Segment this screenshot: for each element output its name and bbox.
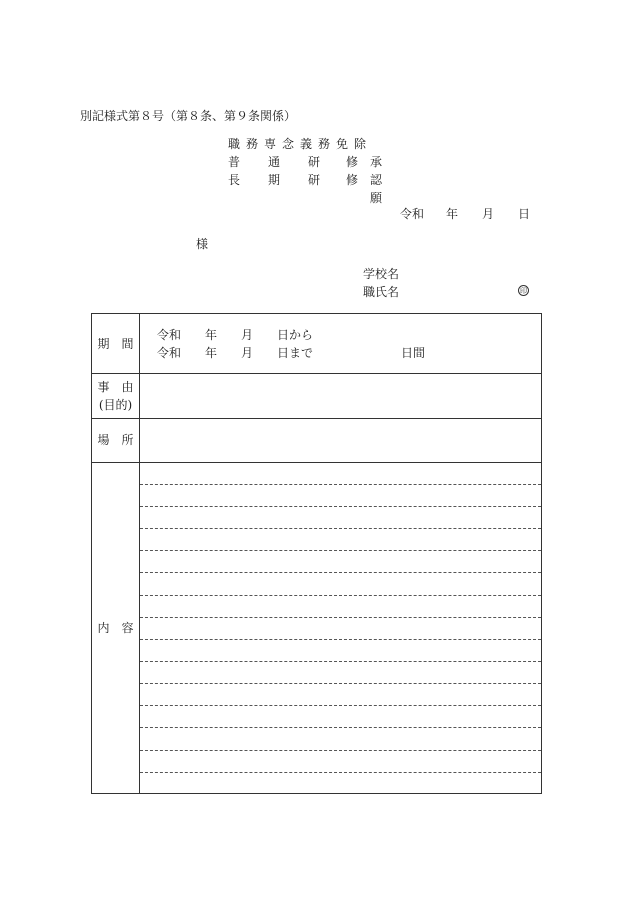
content-ruled-line — [140, 705, 541, 706]
content-ruled-line — [140, 617, 541, 618]
period-from-month: 月 — [241, 328, 254, 342]
content-ruled-line — [140, 639, 541, 640]
content-ruled-line — [140, 661, 541, 662]
content-ruled-line — [140, 683, 541, 684]
position-name-label: 職氏名 — [363, 285, 400, 299]
seal-mark-icon: 印 — [520, 287, 527, 295]
title-char: 期 — [268, 173, 281, 187]
row-divider — [92, 373, 541, 374]
title-char: 務 — [318, 137, 331, 151]
title-char: 義 — [300, 137, 313, 151]
period-to-line — [157, 345, 437, 361]
content-ruled-line — [140, 506, 541, 507]
period-from-day: 日から — [277, 328, 314, 342]
period-to-year: 年 — [205, 346, 218, 360]
period-days-label: 日間 — [401, 346, 426, 360]
content-ruled-line — [140, 595, 541, 596]
column-divider — [139, 314, 140, 793]
period-label: 期 間 — [97, 337, 134, 351]
form-table — [91, 313, 542, 794]
title-suffix: 承認願 — [370, 155, 383, 205]
date-line — [400, 206, 530, 222]
school-name-label: 学校名 — [363, 267, 400, 281]
title-char: 普 — [228, 155, 241, 169]
title-char: 修 — [346, 155, 359, 169]
content-ruled-line — [140, 727, 541, 728]
content-ruled-line — [140, 528, 541, 529]
content-ruled-line — [140, 772, 541, 773]
date-year-unit: 年 — [446, 207, 459, 221]
period-from-line — [157, 327, 437, 343]
period-from-era: 令和 — [157, 328, 182, 342]
title-char: 研 — [308, 155, 321, 169]
period-to-month: 月 — [241, 346, 254, 360]
title-char: 長 — [228, 173, 241, 187]
title-char: 免 — [336, 137, 349, 151]
title-char: 職 — [228, 137, 241, 151]
title-char: 通 — [268, 155, 281, 169]
date-day-unit: 日 — [518, 207, 531, 221]
row-divider — [92, 418, 541, 419]
reason-sublabel: (目的) — [98, 398, 133, 412]
period-from-year: 年 — [205, 328, 218, 342]
addressee-suffix: 様 — [196, 237, 209, 251]
content-ruled-line — [140, 550, 541, 551]
form-number: 別記様式第８号（第８条、第９条関係） — [80, 109, 297, 123]
date-month-unit: 月 — [482, 207, 495, 221]
row-divider — [92, 462, 541, 463]
title-char: 研 — [308, 173, 321, 187]
title-char: 除 — [354, 137, 367, 151]
reason-label: 事 由 — [97, 380, 134, 394]
period-to-era: 令和 — [157, 346, 182, 360]
place-label: 場 所 — [97, 433, 134, 447]
content-ruled-line — [140, 572, 541, 573]
title-char: 専 — [264, 137, 277, 151]
title-char: 務 — [246, 137, 259, 151]
content-ruled-line — [140, 750, 541, 751]
period-to-day: 日まで — [277, 346, 314, 360]
content-label: 内 容 — [97, 621, 134, 635]
date-era: 令和 — [400, 207, 425, 221]
content-ruled-line — [140, 484, 541, 485]
title-char: 念 — [282, 137, 295, 151]
title-char: 修 — [346, 173, 359, 187]
